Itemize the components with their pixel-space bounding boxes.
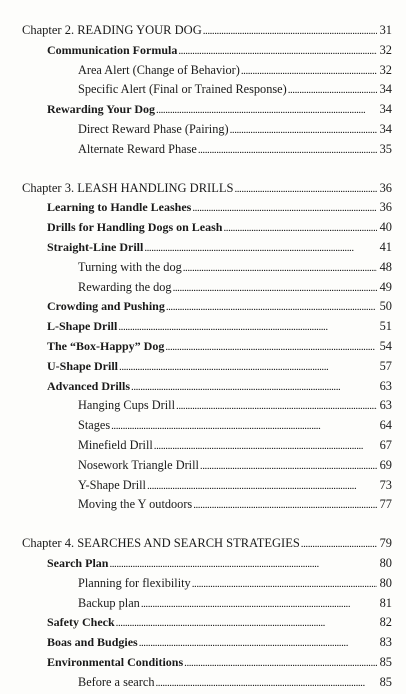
dot-leader [301,535,377,555]
toc-section-entry [0,100,406,120]
dot-leader [131,378,377,398]
toc-page-number: 36 [379,180,392,195]
dot-leader [118,318,377,338]
toc-subsection-entry [0,416,406,436]
dot-leader [156,101,377,121]
toc-page-number: 63 [379,378,392,393]
dot-leader [144,239,377,259]
dot-leader [203,22,377,42]
dot-leader [183,259,377,279]
toc-entry-title: Moving the Y outdoors [78,497,193,512]
toc-entry-title: Boas and Budgies [47,635,138,650]
toc-subsection-entry [0,436,406,456]
toc-entry-title: Backup plan [78,595,140,610]
dot-leader [155,674,377,694]
toc-section-entry [0,41,406,61]
toc-page-number: 49 [379,279,392,294]
toc-entry-title: Area Alert (Change of Behavior) [78,62,240,77]
dot-leader [116,614,377,634]
dot-leader [234,180,377,200]
toc-entry-title: Chapter 2. READING YOUR DOG [22,23,202,37]
toc-page-number: 79 [379,536,392,551]
toc-page-number: 67 [379,437,392,452]
toc-section-entry [0,633,406,653]
toc-entry-title: The “Box-Happy” Dog [47,338,165,353]
toc-entry-title: Communication Formula [47,42,178,57]
dot-leader [154,437,377,457]
toc-entry-title: Drills for Handling Dogs on Leash [47,220,223,235]
toc-page-number: 82 [379,615,392,630]
toc-entry-title: Environmental Conditions [47,654,184,669]
dot-leader [193,496,377,516]
dot-leader [109,555,377,575]
toc-page-number: 51 [379,319,392,334]
toc-entry-title: L-Shape Drill [47,319,118,334]
toc-entry-title: Direct Reward Phase (Pairing) [78,121,229,136]
toc-subsection-entry [0,495,406,515]
toc-entry-title: Y-Shape Drill [78,477,146,492]
toc-page-number: 85 [379,654,392,669]
toc-subsection-entry [0,574,406,594]
toc-entry-title: Rewarding Your Dog [47,102,156,117]
dot-leader [288,81,377,101]
toc-chapter-entry [0,179,406,199]
toc-section-entry [0,198,406,218]
toc-page-number: 64 [379,418,392,433]
toc-entry-title: Specific Alert (Final or Trained Response) [78,82,287,97]
toc-section-entry [0,377,406,397]
toc-page-number: 80 [379,555,392,570]
toc-page-number: 77 [379,497,392,512]
toc-section-entry [0,297,406,317]
toc-section-entry [0,554,406,574]
toc-entry-title: Nosework Triangle Drill [78,457,199,472]
toc-entry-title: Chapter 4. SEARCHES AND SEARCH STRATEGIES [22,536,300,551]
toc-subsection-entry [0,476,406,496]
dot-leader [111,417,377,437]
toc-chapter-block [0,179,406,516]
toc-subsection-entry [0,594,406,614]
dot-leader [198,141,377,161]
dot-leader [165,338,377,358]
dot-leader [200,457,377,477]
toc-subsection-entry [0,278,406,298]
dot-leader [230,121,377,141]
toc-page-number: 80 [379,575,392,590]
toc-chapter-entry [0,534,406,554]
toc-subsection-entry [0,140,406,160]
toc-entry-title: Minefield Drill [78,437,153,452]
toc-chapter-block [0,534,406,692]
dot-leader [119,358,377,378]
toc-page-number: 50 [379,299,392,314]
toc-page-number: 81 [379,595,392,610]
toc-page-number: 57 [379,358,392,373]
toc-chapter-block [0,21,406,160]
toc-page-number: 32 [379,42,392,57]
toc-entry-title: Search Plan [47,555,109,570]
dot-leader [184,654,377,674]
toc-page-number: 40 [379,220,392,235]
toc-entry-title: Stages [78,418,111,433]
toc-entry-title: Turning with the dog [78,259,182,274]
dot-leader [241,62,377,82]
dot-leader [223,219,377,239]
toc-page-number: 35 [379,141,392,156]
dot-leader [166,298,377,318]
toc-page-number: 83 [379,635,392,650]
toc-entry-title: Rewarding the dog [78,279,172,294]
toc-entry-title: Hanging Cups Drill [78,398,176,413]
toc-subsection-entry [0,673,406,693]
toc-entry-title: Learning to Handle Leashes [47,200,192,215]
toc-entry-title: Alternate Reward Phase [78,141,197,156]
toc-section-entry [0,238,406,258]
toc-page-number: 69 [379,457,392,472]
toc-entry-title: Before a search [78,674,155,689]
toc-entry-title: U-Shape Drill [47,358,119,373]
dot-leader [173,279,377,299]
toc-entry-title: Straight-Line Drill [47,239,144,254]
toc-page-number: 34 [379,102,392,117]
dot-leader [192,575,377,595]
dot-leader [141,595,377,615]
toc-chapter-entry [0,21,406,41]
toc-entry-title: Planning for flexibility [78,575,191,590]
toc-section-entry [0,218,406,238]
toc-page-number: 34 [379,121,392,136]
toc-page-number: 85 [379,674,392,689]
toc-entry-title: Advanced Drills [47,378,131,393]
toc-page-number: 34 [379,82,392,97]
toc-page-number: 36 [379,200,392,215]
toc-page-number: 41 [379,239,392,254]
dot-leader [178,42,377,62]
toc-subsection-entry [0,456,406,476]
toc-entry-title: Chapter 3. LEASH HANDLING DRILLS [22,180,234,195]
toc-page-number: 54 [379,338,392,353]
dot-leader [192,199,377,219]
toc-subsection-entry [0,258,406,278]
toc-page-number: 31 [379,23,392,37]
dot-leader [176,397,377,417]
toc-entry-title: Crowding and Pushing [47,299,165,314]
toc-subsection-entry [0,396,406,416]
toc-page-number: 32 [379,62,392,77]
toc-page-number: 48 [379,259,392,274]
toc-entry-title: Safety Check [47,615,115,630]
toc-section-entry [0,613,406,633]
dot-leader [147,477,377,497]
dot-leader [139,634,377,654]
toc-subsection-entry [0,120,406,140]
toc-page-number: 73 [379,477,392,492]
toc-page-number: 63 [379,398,392,413]
toc-subsection-entry [0,80,406,100]
toc-section-entry [0,337,406,357]
toc-section-entry [0,653,406,673]
toc-subsection-entry [0,61,406,81]
toc-section-entry [0,317,406,337]
toc-section-entry [0,357,406,377]
